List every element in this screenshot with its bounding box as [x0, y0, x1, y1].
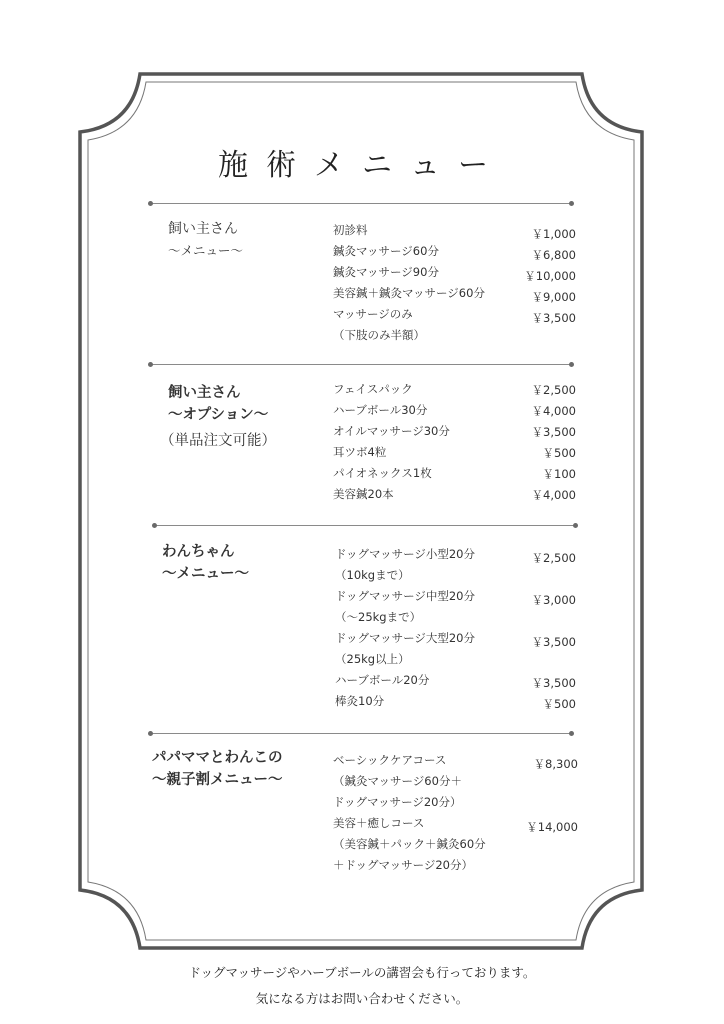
category-line: ～親子割メニュー～	[152, 772, 283, 788]
menu-price: ￥2,500	[531, 551, 576, 565]
category-line: わんちゃん	[162, 544, 235, 560]
menu-price: ￥100	[542, 467, 576, 481]
menu-item: マッサージのみ	[333, 307, 413, 321]
menu-item: ハーブボール30分	[333, 403, 428, 417]
menu-item: ドッグマッサージ大型20分	[335, 631, 475, 645]
page-title: 施術メニュー	[218, 148, 506, 183]
menu-item: パイオネックス1枚	[333, 466, 432, 480]
category-line: 飼い主さん	[168, 385, 241, 401]
menu-price: ￥4,000	[531, 488, 576, 502]
menu-price: ￥9,000	[531, 290, 576, 304]
category-note: （単品注文可能）	[160, 433, 276, 449]
menu-item-note: ドッグマッサージ20分）	[333, 795, 462, 809]
footer-line: 気になる方はお問い合わせください。	[255, 991, 469, 1006]
category-family-menu	[152, 747, 283, 791]
menu-price: ￥1,000	[531, 227, 576, 241]
menu-price: ￥6,800	[531, 248, 576, 262]
menu-item: 耳ツボ4粒	[333, 445, 387, 459]
category-owner-options	[160, 382, 276, 452]
category-line: ～メニュー～	[168, 243, 244, 258]
menu-price: ￥2,500	[531, 383, 576, 397]
menu-item-note: （美容鍼＋パック＋鍼灸60分	[333, 837, 486, 851]
section-divider	[154, 525, 576, 526]
menu-item: 鍼灸マッサージ60分	[333, 244, 439, 258]
menu-price: ￥500	[542, 446, 576, 460]
menu-price: ￥3,000	[531, 593, 576, 607]
footer-line: ドッグマッサージやハーブボールの講習会も行っております。	[188, 965, 536, 980]
menu-item-note: ＋ドッグマッサージ20分）	[333, 858, 473, 872]
menu-item: ハーブボール20分	[335, 673, 430, 687]
menu-item: 美容鍼20本	[333, 487, 394, 501]
menu-price: ￥500	[542, 697, 576, 711]
menu-item-note: （下肢のみ半額）	[333, 328, 425, 342]
category-owner-menu	[168, 218, 243, 262]
menu-item: オイルマッサージ30分	[333, 424, 450, 438]
menu-item-note: （鍼灸マッサージ60分＋	[333, 774, 462, 788]
menu-item: 鍼灸マッサージ90分	[333, 265, 439, 279]
menu-item: 初診料	[333, 223, 368, 237]
section-divider	[150, 733, 572, 734]
menu-item: 棒灸10分	[335, 694, 385, 708]
category-line: ～メニュー～	[162, 566, 249, 582]
menu-item-note: （～25kgまで）	[335, 610, 422, 624]
menu-price: ￥3,500	[531, 676, 576, 690]
menu-item: ベーシックケアコース	[333, 753, 447, 767]
section-divider	[150, 364, 572, 365]
menu-price: ￥3,500	[531, 311, 576, 325]
menu-price: ￥14,000	[526, 820, 578, 834]
menu-price: ￥3,500	[531, 635, 576, 649]
menu-item-note: （25kg以上）	[335, 652, 410, 666]
menu-item-note: （10kgまで）	[335, 568, 410, 582]
menu-price: ￥10,000	[524, 269, 576, 283]
menu-item: 美容鍼＋鍼灸マッサージ60分	[333, 286, 485, 300]
category-line: パパママとわんこの	[152, 750, 283, 766]
menu-price: ￥4,000	[531, 404, 576, 418]
category-line: ～オプション～	[168, 407, 269, 423]
menu-price: ￥3,500	[531, 425, 576, 439]
menu-item: ドッグマッサージ中型20分	[335, 589, 475, 603]
section-divider	[150, 203, 572, 204]
menu-item: 美容＋癒しコース	[333, 816, 425, 830]
category-line: 飼い主さん	[168, 221, 238, 237]
menu-price: ￥8,300	[533, 757, 578, 771]
category-dog-menu	[162, 541, 249, 585]
menu-item: フェイスパック	[333, 382, 413, 396]
menu-item: ドッグマッサージ小型20分	[335, 547, 475, 561]
